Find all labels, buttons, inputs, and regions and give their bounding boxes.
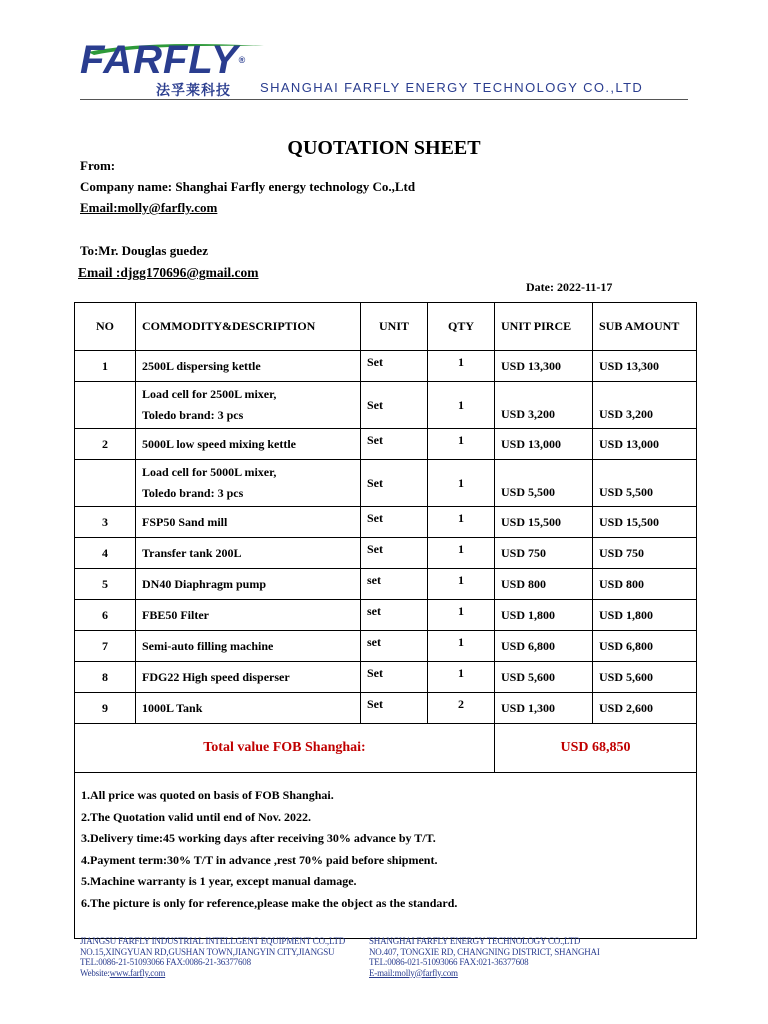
- table-row: [75, 507, 697, 538]
- row-description: Transfer tank 200L: [136, 538, 361, 569]
- from-email-link[interactable]: Email:molly@farfly.com: [80, 200, 218, 215]
- row-unit: Set: [361, 429, 428, 460]
- table-row: [75, 569, 697, 600]
- row-unit-price: USD 6,800: [495, 631, 593, 662]
- table-row: [75, 693, 697, 724]
- row-qty: 1: [428, 631, 495, 662]
- row-sub-amount: USD 1,800: [593, 600, 697, 631]
- row-sub-amount: USD 13,300: [593, 351, 697, 382]
- table-row: [75, 600, 697, 631]
- row-no: [75, 460, 136, 507]
- row-no: 9: [75, 693, 136, 724]
- footer-website-link[interactable]: www.farfly.com: [109, 967, 166, 978]
- row-description-line: Load cell for 2500L mixer,: [142, 387, 277, 401]
- row-qty: 1: [428, 429, 495, 460]
- quote-date: Date: 2022-11-17: [526, 280, 613, 294]
- term-item: 4.Payment term:30% T/T in advance ,rest 70% paid before shipment.: [81, 852, 438, 867]
- terms-row: [75, 773, 697, 939]
- page-title: QUOTATION SHEET: [287, 137, 481, 159]
- from-company: Company name: Shanghai Farfly energy technology Co.,Ltd: [80, 179, 416, 194]
- row-description: 2500L dispersing kettle: [136, 351, 361, 382]
- row-no: 1: [75, 351, 136, 382]
- row-sub-amount: USD 2,600: [593, 693, 697, 724]
- row-qty: 1: [428, 382, 495, 429]
- table-row: [75, 460, 697, 507]
- row-description: FSP50 Sand mill: [136, 507, 361, 538]
- footer-right-company: SHANGHAI FARFLY ENERGY TECHNOLOGY CO.,LTD: [369, 936, 581, 946]
- row-unit: Set: [361, 351, 428, 382]
- to-email-link[interactable]: Email :djgg170696@gmail.com: [78, 265, 259, 280]
- row-no: 6: [75, 600, 136, 631]
- row-unit-price: USD 5,500: [495, 460, 593, 507]
- footer-left-address: NO.15,XINGYUAN RD,GUSHAN TOWN,JIANGYIN CITY,JIANGSU: [80, 946, 335, 957]
- row-unit-price: USD 1,800: [495, 600, 593, 631]
- column-header-description: COMMODITY&DESCRIPTION: [136, 303, 361, 351]
- row-description: Semi-auto filling machine: [136, 631, 361, 662]
- term-item: 2.The Quotation valid until end of Nov. 2022.: [81, 809, 312, 824]
- row-no: 4: [75, 538, 136, 569]
- row-sub-amount: USD 3,200: [593, 382, 697, 429]
- column-header-unit-price: UNIT PIRCE: [495, 303, 593, 351]
- row-unit: Set: [361, 693, 428, 724]
- row-description: [136, 382, 361, 429]
- row-no: 3: [75, 507, 136, 538]
- quotation-table: [74, 302, 697, 939]
- term-item: 1.All price was quoted on basis of FOB Shanghai.: [81, 788, 334, 802]
- row-description: FDG22 High speed disperser: [136, 662, 361, 693]
- row-unit: Set: [361, 662, 428, 693]
- row-no: 2: [75, 429, 136, 460]
- footer-left-company: JIANGSU FARFLY INDUSTRIAL INTELLGENT EQUIPMENT CO.,LTD: [80, 936, 346, 946]
- row-sub-amount: USD 15,500: [593, 507, 697, 538]
- table-row: [75, 538, 697, 569]
- table-row: [75, 631, 697, 662]
- row-description: DN40 Diaphragm pump: [136, 569, 361, 600]
- row-unit-price: USD 1,300: [495, 693, 593, 724]
- logo-chinese-name: 法孚莱科技: [156, 83, 231, 99]
- row-unit-price: USD 800: [495, 569, 593, 600]
- row-no: 5: [75, 569, 136, 600]
- row-description: 1000L Tank: [136, 693, 361, 724]
- row-unit-price: USD 5,600: [495, 662, 593, 693]
- footer-right: [369, 936, 689, 978]
- row-sub-amount: USD 750: [593, 538, 697, 569]
- row-sub-amount: USD 13,000: [593, 429, 697, 460]
- term-item: 5.Machine warranty is 1 year, except manual damage.: [81, 874, 357, 888]
- row-sub-amount: USD 5,600: [593, 662, 697, 693]
- table-row: [75, 662, 697, 693]
- footer-left-website-row: [80, 968, 365, 979]
- row-unit: set: [361, 569, 428, 600]
- row-unit-price: USD 13,000: [495, 429, 593, 460]
- column-header-unit: UNIT: [361, 303, 428, 351]
- table-header-row: [75, 303, 697, 351]
- terms-list: [75, 773, 697, 939]
- row-sub-amount: USD 6,800: [593, 631, 697, 662]
- footer-website-label: Website:: [80, 967, 110, 978]
- column-header-no: NO: [75, 303, 136, 351]
- row-qty: 1: [428, 351, 495, 382]
- company-logo: [80, 40, 246, 80]
- row-qty: 1: [428, 507, 495, 538]
- row-qty: 1: [428, 662, 495, 693]
- row-sub-amount: USD 5,500: [593, 460, 697, 507]
- footer-left: [80, 936, 365, 978]
- table-row: [75, 351, 697, 382]
- footer-email-link[interactable]: E-mail:molly@farfly.com: [369, 967, 458, 978]
- footer-left-phone: TEL:0086-21-51093066 FAX:0086-21-36377608: [80, 957, 251, 967]
- total-value: USD 68,850: [495, 724, 697, 773]
- from-label: From:: [80, 158, 116, 173]
- logo-text: FARFLY: [80, 38, 239, 82]
- row-unit: Set: [361, 382, 428, 429]
- row-unit: set: [361, 631, 428, 662]
- row-unit-price: USD 750: [495, 538, 593, 569]
- table-row: [75, 382, 697, 429]
- column-header-sub-amount: SUB AMOUNT: [593, 303, 697, 351]
- row-qty: 1: [428, 600, 495, 631]
- term-item: 6.The picture is only for reference,please make the object as the standard.: [81, 895, 458, 910]
- row-unit-price: USD 3,200: [495, 382, 593, 429]
- row-qty: 1: [428, 460, 495, 507]
- term-item: 3.Delivery time:45 working days after receiving 30% advance by T/T.: [81, 831, 436, 845]
- row-qty: 1: [428, 538, 495, 569]
- row-unit-price: USD 15,500: [495, 507, 593, 538]
- row-description-line: Toledo brand: 3 pcs: [142, 408, 244, 422]
- to-name: To:Mr. Douglas guedez: [80, 243, 208, 258]
- row-unit: set: [361, 600, 428, 631]
- row-description: FBE50 Filter: [136, 600, 361, 631]
- row-unit: Set: [361, 538, 428, 569]
- row-unit: Set: [361, 460, 428, 507]
- registered-mark: ®: [238, 55, 247, 65]
- row-unit: Set: [361, 507, 428, 538]
- header-divider: [80, 99, 688, 100]
- row-sub-amount: USD 800: [593, 569, 697, 600]
- row-description: 5000L low speed mixing kettle: [136, 429, 361, 460]
- total-row: [75, 724, 697, 773]
- row-qty: 2: [428, 693, 495, 724]
- total-label: Total value FOB Shanghai:: [75, 724, 495, 773]
- row-description: [136, 460, 361, 507]
- row-description-line: Toledo brand: 3 pcs: [142, 486, 244, 500]
- table-row: [75, 429, 697, 460]
- row-unit-price: USD 13,300: [495, 351, 593, 382]
- column-header-qty: QTY: [428, 303, 495, 351]
- row-qty: 1: [428, 569, 495, 600]
- footer-right-address: NO.407, TONGXIE RD, CHANGNING DISTRICT, SHANGHAI: [369, 946, 600, 957]
- row-no: 7: [75, 631, 136, 662]
- footer-right-phone: TEL:0086-021-51093066 FAX:021-36377608: [369, 957, 529, 967]
- row-no: 8: [75, 662, 136, 693]
- row-description-line: Load cell for 5000L mixer,: [142, 465, 277, 479]
- header-company-name: SHANGHAI FARFLY ENERGY TECHNOLOGY CO.,LTD: [260, 80, 644, 95]
- row-no: [75, 382, 136, 429]
